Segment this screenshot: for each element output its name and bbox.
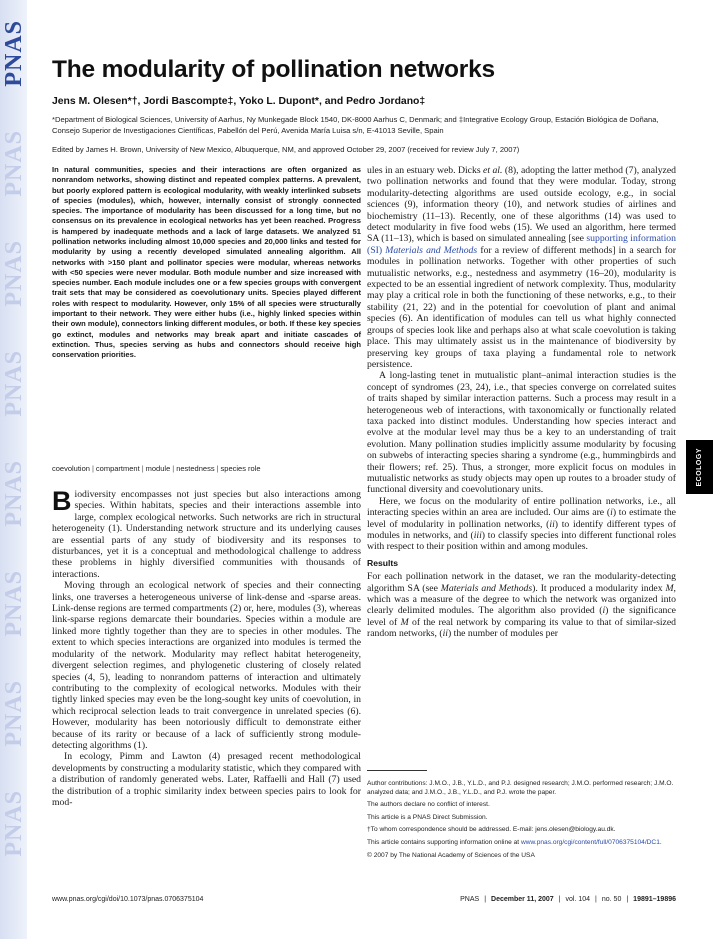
results-heading: Results: [367, 557, 399, 568]
footnote-correspondence: †To whom correspondence should be addressed. E-mail: jens.olesen@biology.au.dk.: [367, 826, 616, 834]
pnas-side-strip: [0, 0, 27, 939]
page-footer: [52, 896, 676, 908]
footnote-conflict: The authors declare no conflict of interest.: [367, 801, 490, 809]
body-column-right: [367, 165, 676, 640]
si-link[interactable]: supporting information (SI) Materials and Methods: [367, 233, 676, 256]
footnote-direct-submission: This article is a PNAS Direct Submission.: [367, 813, 488, 821]
footer-pages: 19891–19896: [633, 896, 676, 903]
editor-line: Edited by James H. Brown, University of New Mexico, Albuquerque, NM, and approved October 29, 2007 (received for review July 7, 2007): [52, 145, 520, 154]
footer-date: December 11, 2007: [491, 896, 554, 903]
pnas-watermark-text: PNAS: [1, 570, 27, 637]
intro-paragraph-6: Here, we focus on the modularity of entire pollination networks, i.e., all interacting species within an area are included. Our aims are (i) to estimate the level of modularity in pollination networks, (ii) to identify different types of modules in networks, and (iii) to classify species into different functional roles with respect to their position within and among modules.: [367, 495, 676, 553]
drop-cap: B: [52, 486, 72, 516]
footnotes: [367, 780, 676, 864]
pnas-watermark-text: PNAS: [1, 790, 27, 857]
article-title: The modularity of pollination networks: [52, 56, 495, 83]
footnote-si: This article contains supporting information online at www.pnas.org/cgi/content/full/0706375104/DC1.: [367, 838, 662, 846]
intro-paragraph-4: ules in an estuary web. Dicks et al. (8), adopting the latter method (7), analyzed two pollination networks and found that they were modular. Today, strong modularity-detecting algorithms are used outside ecology, e.g., in social sciences (9), information theory (10), and network studies of airlines and biochemistry (11–13). Recently, one of these algorithms (14) was used to detect modularity in five food webs (15). We used an algorithm, here termed SA (11–13), which is based on simulated annealing [see supporting information (SI) Materials and Methods for a review of different methods] in a search for modules in pollination networks. Together with other properties of such mutualistic networks, e.g., nestedness and asymmetry (16–20), modularity is expected to be an essential ingredient of network complexity. Thus, modularity may play a critical role in both the functioning of these networks, e.g., to their stability (21, 22) and in the potential for coevolution of plant and animal species (6). An identification of modules can tell us what highly connected groups of species look like and perhaps also at what scale coevolution is taking place. This may ultimately assist us in the maintenance of biodiversity by preserving key groups of taxa playing a fundamental role to network persistence.: [367, 165, 677, 370]
section-tab-ecology: [686, 440, 713, 494]
doi-link[interactable]: www.pnas.org/cgi/doi/10.1073/pnas.0706375104: [52, 896, 204, 903]
pnas-watermark-text: PNAS: [1, 460, 27, 527]
pnas-side-band: [0, 0, 27, 939]
footnote-rule: [367, 770, 427, 771]
intro-paragraph-5: A long-lasting tenet in mutualistic plant–animal interaction studies is the concept of syndromes (23, 24), i.e., that species converge on correlated suites of traits shaped by similar interaction patterns. Such a process may result in a heterogeneous web of interactions, with taxonomically or functionally related taxa packed into distinct modules. Understanding how species interact and evolve at the modular level may thus be a key to an understanding of trait evolution. Many pollination studies implicitly assume modularity by focusing on subwebs of interacting species sharing a syndrome (e.g., hummingbirds and their flowers; ref. 25). Thus, a stronger, more explicit focus on modules in mutualistic networks as study objects may open up routes to a broader study of functional diversity and coevolutionary units.: [367, 370, 676, 496]
intro-paragraph-3: In ecology, Pimm and Lawton (4) presaged recent methodological developments by constructing a modularity statistic, which they compared with a distribution of randomly generated webs. Later, Raffaelli and Hall (7) used the distribution of a trophic similarity index between species pairs to look for mod-: [52, 751, 361, 808]
keyword: compartment: [95, 464, 140, 473]
keyword: module: [145, 464, 171, 473]
footnote-copyright: © 2007 by The National Academy of Sciences of the USA: [367, 851, 535, 859]
keyword: species role: [220, 464, 261, 473]
footer-volume: vol. 104: [565, 896, 591, 903]
abstract: In natural communities, species and their interactions are often organized as nonrandom networks, showing distinct and repeated complex patterns. A prevalent, but poorly explored pattern is ecological modularity, with weakly interlinked subsets of species (modules), which, however, internally consist of strongly connected species. The importance of modularity has been discussed for a long time, but no consensus on its prevalence in ecological networks has yet been reached. Progress is hampered by inadequate methods and a lack of large datasets. We analyzed 51 pollination networks including almost 10,000 species and 20,000 links and tested for modularity by using a recently developed simulated annealing algorithm. All networks with >150 plant and pollinator species were modular, whereas networks with <50 species were never modular. Both module number and size increased with species number. Each module includes one or a few species groups with convergent trait sets that may be considered as coevolutionary units. Species played different roles with respect to modularity. However, only 15% of all species were structurally important to their network. They were either hubs (i.e., highly linked species within their own module), connectors linking different modules, or both. If these key species go extinct, modules and networks may break apart and initiate cascades of extinction. Thus, species serving as hubs and connectors should receive high conservation priorities.: [52, 165, 361, 360]
author-list: Jens M. Olesen*†, Jordi Bascompte‡, Yoko L. Dupont*, and Pedro Jordano‡: [52, 96, 426, 107]
pnas-watermark-text: PNAS: [1, 20, 27, 87]
keyword: coevolution: [52, 464, 90, 473]
si-url-link[interactable]: www.pnas.org/cgi/content/full/0706375104/DC1: [520, 838, 660, 846]
intro-paragraph-2: Moving through an ecological network of species and their connecting links, one traverses a heterogeneous universe of link-dense and -sparse areas. Link-dense regions are termed compartments (2) or, here, modules (3), whereas link-sparse regions demarcate their boundaries. Species within a module are linked more tightly together than they are to species in other modules. The extent to which species interactions are organized into modules is termed the modularity of the network. Modularity may reflect habitat heterogeneity, divergent selection regimes, and phylogenetic clustering of closely related species (4, 5), leading to nonrandom patterns of interaction and ultimately contributing to the complexity of ecological networks. Modules with their tightly linked species may even be the long-sought key units of coevolution, in which reciprocal selection leads to trait convergence in unrelated species (6). However, modularity has been notoriously difficult to demonstrate either because of its rarity or because of a lack of sufficiently strong module-detecting algorithms (1).: [52, 580, 361, 751]
section-tab-label: ECOLOGY: [696, 447, 703, 487]
footnote-contributions: Author contributions: J.M.O., J.B., Y.L.D., and P.J. designed research; J.M.O. performed research; J.M.O. analyzed data; and J.M.O., J.B., Y.L.D., and P.J. wrote the paper.: [367, 780, 674, 796]
citation-info: PNAS | December 11, 2007 | vol. 104 | no. 50 | 19891–19896: [460, 896, 676, 903]
affiliations: *Department of Biological Sciences, University of Aarhus, Ny Munkegade Block 1540, DK-8000 Aarhus C, Denmark; and ‡Integrative Ecology Group, Estación Biológica de Doñana, Consejo Superior de Investigaciones Científicas, Pabellón del Perú, Avenida María Luisa s/n, E-41013 Seville, Spain: [52, 115, 659, 135]
intro-paragraph-1: Biodiversity encompasses not just species but also interactions among species. Within habitats, species and their interactions assemble into large, complex ecological networks. Such networks are rich in structural heterogeneity (1). Understanding network structure and its underlying causes are essential parts of any study of biodiversity and its responses to disturbances, yet it is a conceptual and methodological challenge to address these problems in highly diversified communities with thousands of interactions.: [52, 486, 361, 580]
keywords: coevolution | compartment | module | nestedness | species role: [52, 464, 261, 473]
results-paragraph-1: For each pollination network in the dataset, we ran the modularity-detecting algorithm SA (see Materials and Methods). It produced a modularity index M, which was a measure of the degree to which the network was organized into clearly delimited modules. The algorithm also provided (i) the significance level of M of the real network by comparing its value to that of similar-sized random networks, (ii) the number of modules per: [367, 571, 676, 640]
body-column-left: [52, 486, 361, 808]
pnas-watermark-text: PNAS: [1, 680, 27, 747]
pnas-watermark-text: PNAS: [1, 350, 27, 417]
footer-issue: no. 50: [601, 896, 622, 903]
keyword: nestedness: [176, 464, 215, 473]
footer-journal: PNAS: [460, 896, 480, 903]
pnas-watermark-text: PNAS: [1, 240, 27, 307]
pnas-watermark-text: PNAS: [1, 130, 27, 197]
